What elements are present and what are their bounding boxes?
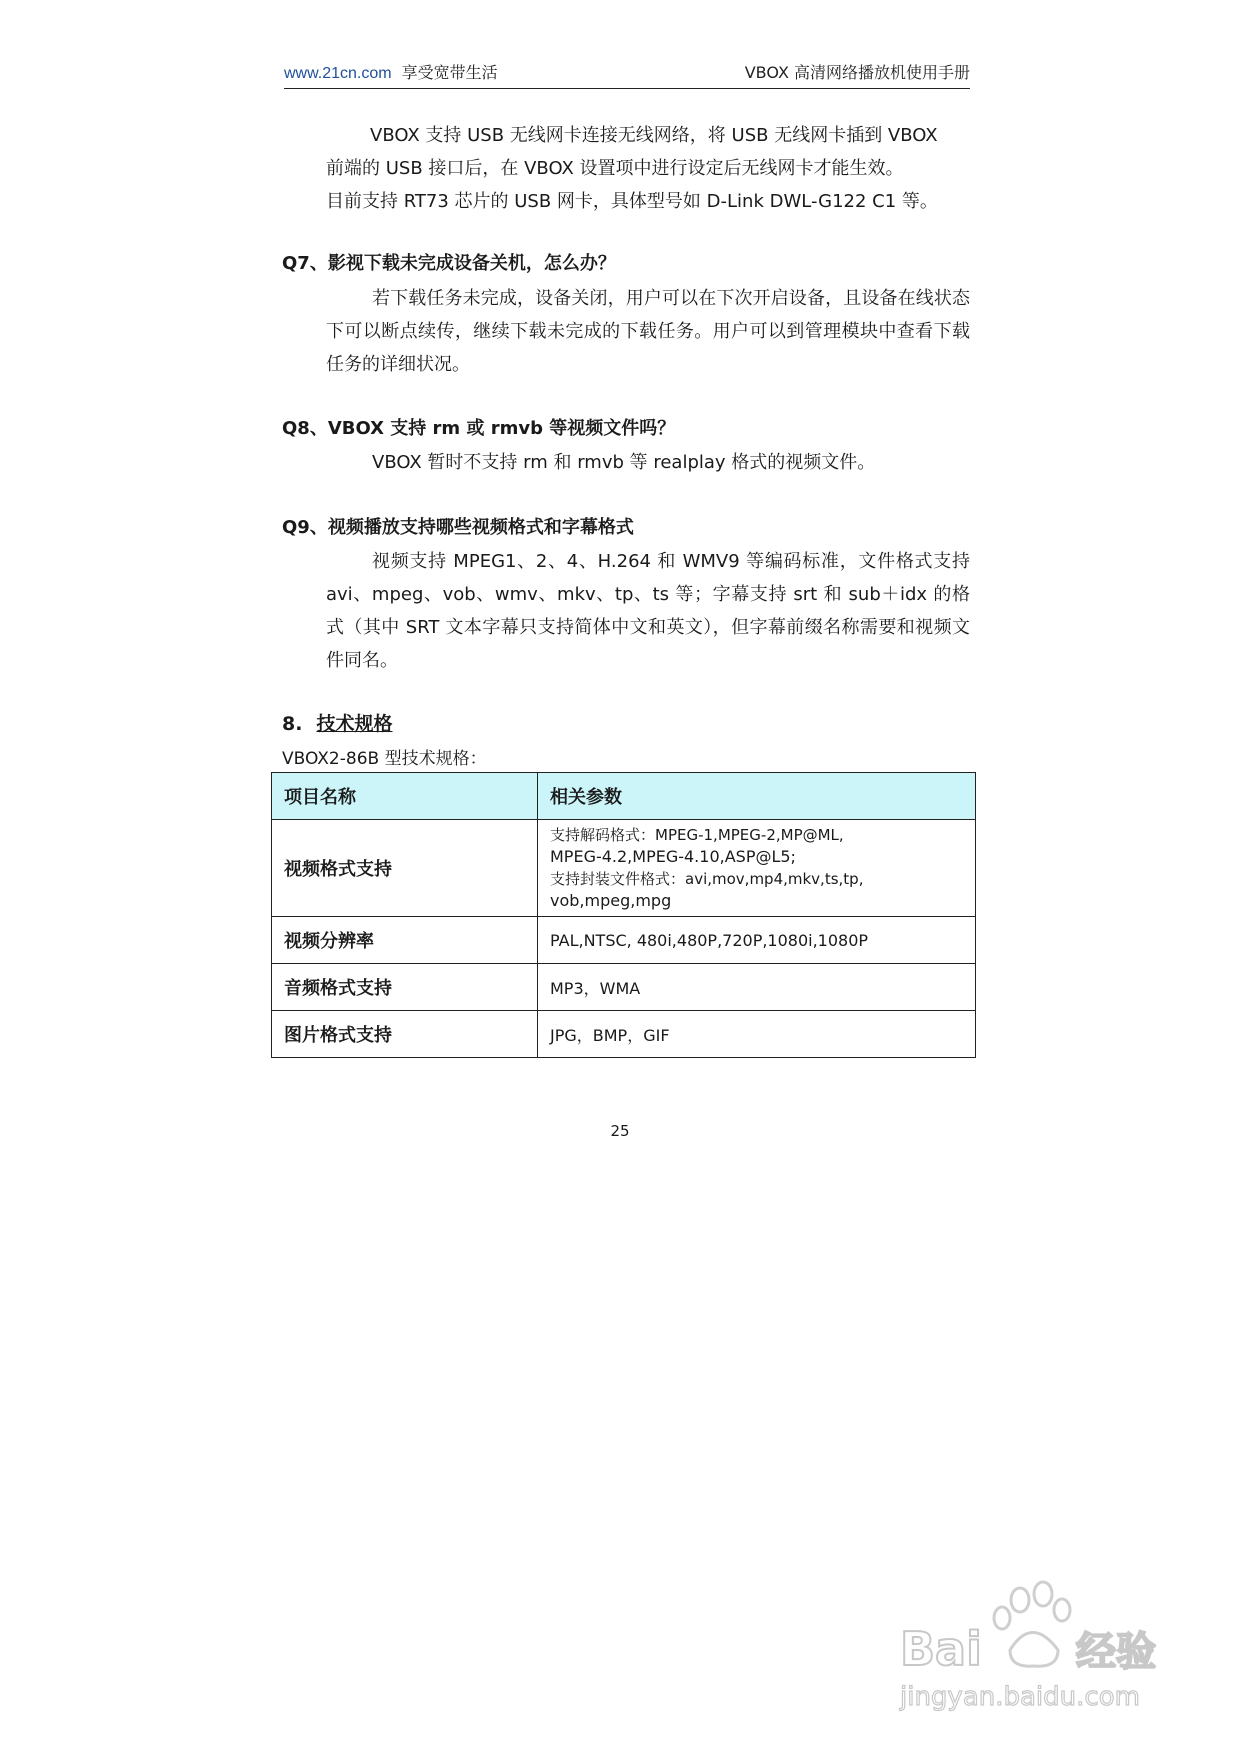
header-doc-title: VBOX 高清网络播放机使用手册 [744,63,970,82]
table-row [272,1011,976,1058]
q9-heading: Q9、视频播放支持哪些视频格式和字幕格式 [282,517,634,538]
header-left [284,60,498,83]
row-name: 视频分辨率 [272,917,538,964]
baidu-watermark-logo [880,1570,1180,1720]
spec-table [271,772,976,1058]
q7-answer: 若下载任务未完成，设备关闭，用户可以在下次开启设备，且设备在线状态下可以断点续传，继续下载未完成的下载任务。用户可以到管理模块中查看下载任务的详细状况。 [326,288,970,375]
section-heading [282,709,392,736]
q9-answer: 视频支持 MPEG1、2、4、H.264 和 WMV9 等编码标准，文件格式支持 avi、mpeg、vob、wmv、mkv、tp、ts 等；字幕支持 srt 和 sub＋idx 的格式（其中 SRT 文本字幕只支持简体中文和英文），但字幕前缀名称需要和视频文件同名。 [326,551,970,671]
page-header [284,58,970,89]
row-name: 音频格式支持 [272,964,538,1011]
value-line: 支持封装文件格式：avi,mov,mp4,mkv,ts,tp, [550,870,864,888]
page-number: 25 [610,1122,630,1140]
value-line: 支持解码格式：MPEG-1,MPEG-2,MP@ML, [550,826,844,844]
row-value: MP3，WMA [538,964,976,1011]
wifi-line-3: 目前支持 RT73 芯片的 USB 网卡，具体型号如 D-Link DWL-G122 C1 等。 [326,191,938,212]
section-title: 技术规格 [316,713,393,735]
wifi-line-1: VBOX 支持 USB 无线网卡连接无线网络，将 USB 无线网卡插到 VBOX [370,125,938,146]
table-row [272,917,976,964]
header-item-name: 项目名称 [272,773,538,820]
header-url[interactable]: www.21cn.com [284,65,392,82]
row-value: JPG，BMP，GIF [538,1011,976,1058]
q8-answer: VBOX 暂时不支持 rm 和 rmvb 等 realplay 格式的视频文件。 [372,452,876,473]
wifi-line-2: 前端的 USB 接口后，在 VBOX 设置项中进行设定后无线网卡才能生效。 [326,158,904,179]
section-number: 8. [282,713,303,735]
wifi-paragraph [326,119,970,218]
row-value: PAL,NTSC, 480i,480P,720P,1080i,1080P [538,917,976,964]
watermark-brand-cn: 经验 [1076,1629,1156,1675]
row-value [538,820,976,917]
value-line: MPEG-4.2,MPEG-4.10,ASP@L5; [550,847,796,866]
q8-heading: Q8、VBOX 支持 rm 或 rmvb 等视频文件吗？ [282,418,676,439]
value-line: vob,mpeg,mpg [550,891,672,910]
row-name: 图片格式支持 [272,1011,538,1058]
header-params: 相关参数 [538,773,976,820]
table-header-row [272,773,976,820]
table-caption: VBOX2-86B 型技术规格： [282,749,487,769]
table-row [272,964,976,1011]
watermark-url: jingyan.baidu.com [900,1682,1140,1712]
header-slogan: 享受宽带生活 [401,63,498,82]
q7-heading: Q7、影视下载未完成设备关机，怎么办？ [282,253,616,274]
watermark-brand: Bai [900,1622,982,1676]
row-name: 视频格式支持 [272,820,538,917]
table-row [272,820,976,917]
